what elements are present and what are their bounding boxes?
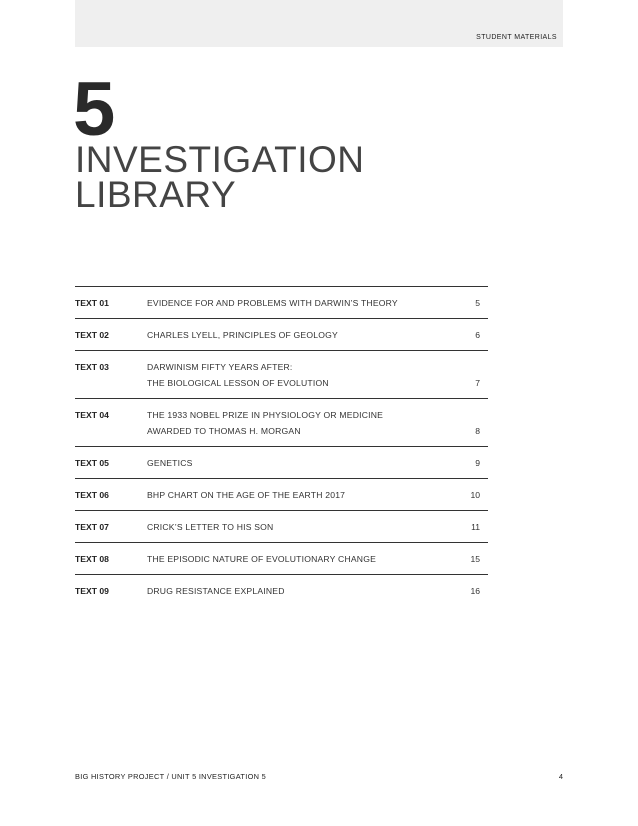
toc-title bbox=[147, 359, 450, 391]
toc-text-number: TEXT 03 bbox=[75, 362, 109, 372]
toc-title-line: CRICK’S LETTER TO HIS SON bbox=[147, 522, 274, 532]
toc-title-line: THE 1933 NOBEL PRIZE IN PHYSIOLOGY OR MEDICINE bbox=[147, 410, 384, 420]
toc-title-line: DARWINISM FIFTY YEARS AFTER: bbox=[147, 362, 293, 372]
toc-title bbox=[147, 327, 450, 343]
toc-row[interactable] bbox=[75, 350, 488, 398]
toc-page-number: 7 bbox=[475, 378, 480, 388]
toc-text-number: TEXT 07 bbox=[75, 522, 109, 532]
toc-row[interactable] bbox=[75, 446, 488, 478]
toc-row[interactable] bbox=[75, 478, 488, 510]
toc-page-number: 15 bbox=[470, 554, 480, 564]
toc-title-line: EVIDENCE FOR AND PROBLEMS WITH DARWIN’S THEORY bbox=[147, 298, 398, 308]
toc-page-number: 8 bbox=[475, 426, 480, 436]
toc-page-number: 11 bbox=[471, 522, 480, 532]
toc-page-number: 9 bbox=[475, 458, 480, 468]
toc-text-number: TEXT 01 bbox=[75, 298, 109, 308]
toc-title-line: CHARLES LYELL, PRINCIPLES OF GEOLOGY bbox=[147, 330, 338, 340]
toc-title bbox=[147, 487, 450, 503]
toc-text-number: TEXT 08 bbox=[75, 554, 109, 564]
toc-title-line: THE BIOLOGICAL LESSON OF EVOLUTION bbox=[147, 378, 329, 388]
toc-title-line: AWARDED TO THOMAS H. MORGAN bbox=[147, 426, 301, 436]
toc-row[interactable] bbox=[75, 318, 488, 350]
toc-row[interactable] bbox=[75, 286, 488, 318]
toc-title bbox=[147, 295, 450, 311]
toc-page-number: 10 bbox=[470, 490, 480, 500]
page-title bbox=[75, 139, 365, 215]
toc-text-number: TEXT 04 bbox=[75, 410, 109, 420]
toc-title-line: THE EPISODIC NATURE OF EVOLUTIONARY CHANGE bbox=[147, 554, 377, 564]
toc-title-line: BHP CHART ON THE AGE OF THE EARTH 2017 bbox=[147, 490, 346, 500]
toc-text-number: TEXT 06 bbox=[75, 490, 109, 500]
toc-page-number: 16 bbox=[470, 586, 480, 596]
table-of-contents bbox=[75, 286, 488, 606]
toc-title-line: GENETICS bbox=[147, 458, 193, 468]
footer-page-number: 4 bbox=[558, 772, 563, 781]
toc-title bbox=[147, 583, 450, 599]
toc-title bbox=[147, 519, 450, 535]
toc-title bbox=[147, 455, 450, 471]
footer-text: BIG HISTORY PROJECT / UNIT 5 INVESTIGATION 5 bbox=[75, 772, 267, 781]
page-title-line-2: LIBRARY bbox=[75, 174, 237, 215]
toc-title-line: DRUG RESISTANCE EXPLAINED bbox=[147, 586, 285, 596]
toc-row[interactable] bbox=[75, 542, 488, 574]
toc-row[interactable] bbox=[75, 574, 488, 606]
toc-text-number: TEXT 02 bbox=[75, 330, 109, 340]
header-label: STUDENT MATERIALS bbox=[476, 34, 557, 41]
toc-row[interactable] bbox=[75, 510, 488, 542]
page-title-line-1: INVESTIGATION bbox=[75, 139, 365, 180]
toc-page-number: 6 bbox=[475, 330, 480, 340]
toc-page-number: 5 bbox=[475, 298, 480, 308]
toc-title bbox=[147, 407, 450, 439]
unit-number: 5 bbox=[73, 67, 114, 152]
toc-text-number: TEXT 09 bbox=[75, 586, 109, 596]
toc-title bbox=[147, 551, 450, 567]
toc-row[interactable] bbox=[75, 398, 488, 446]
header-band bbox=[75, 0, 563, 47]
toc-text-number: TEXT 05 bbox=[75, 458, 109, 468]
